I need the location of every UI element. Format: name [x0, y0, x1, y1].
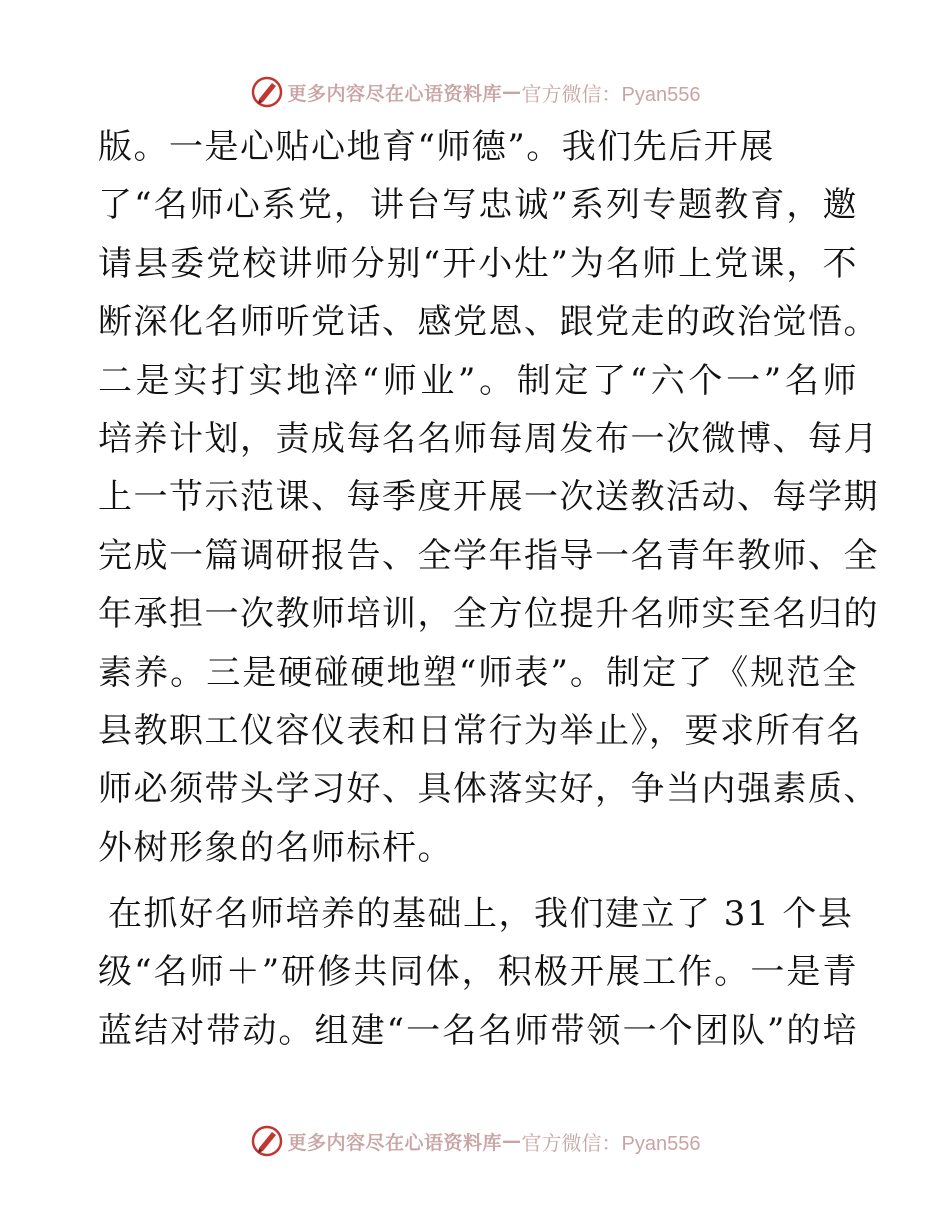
text-line: 年承担一次教师培训，全方位提升名师实至名归的	[98, 594, 879, 635]
watermark-wechat: 官方微信：Pyan556	[521, 83, 701, 106]
text-line: 县教职工仪容仪表和日常行为举止》，要求所有名	[98, 710, 862, 751]
watermark-wechat: 官方微信：Pyan556	[521, 1132, 701, 1155]
watermark-header	[0, 72, 950, 112]
text-line: 请县委党校讲师分别“开小灶”为名师上党课，不	[98, 243, 858, 284]
paragraph-1	[98, 118, 879, 877]
text-line: 素养。三是硬碰硬地塑“师表”。制定了《规范全	[98, 652, 858, 693]
text-line: 外树形象的名师标杆。	[98, 827, 453, 868]
pen-logo-icon	[250, 1124, 284, 1158]
watermark-separator: —	[502, 81, 522, 103]
watermark-footer	[0, 1121, 950, 1161]
text-line: 了“名师心系党，讲台写忠诚”系列专题教育，邀	[98, 185, 858, 226]
text-line: 上一节示范课、每季度开展一次送教活动、每学期	[98, 477, 879, 518]
text-line: 蓝结对带动。组建“一名名师带领一个团队”的培	[98, 1010, 858, 1051]
watermark-separator: —	[502, 1130, 522, 1152]
watermark-text: 更多内容尽在心语资料库	[287, 1131, 503, 1154]
text-line: 级“名师＋”研修共同体，积极开展工作。一是青	[98, 952, 858, 993]
text-line: 师必须带头学习好、具体落实好，争当内强素质、	[98, 769, 879, 810]
paragraph-2	[98, 885, 858, 1060]
text-line: 断深化名师听党话、感党恩、跟党走的政治觉悟。	[98, 302, 879, 343]
text-line: 培养计划，责成每名名师每周发布一次微博、每月	[98, 418, 879, 459]
text-line: 二是实打实地淬“师业”。制定了“六个一”名师	[98, 360, 858, 401]
text-line: 在抓好名师培养的基础上，我们建立了 31 个县	[108, 894, 854, 935]
document-body	[98, 118, 879, 1060]
pen-logo-icon	[250, 75, 284, 109]
text-line: 版。一是心贴心地育“师德”。我们先后开展	[98, 127, 775, 167]
text-line: 完成一篇调研报告、全学年指导一名青年教师、全	[98, 535, 879, 576]
watermark-text: 更多内容尽在心语资料库	[287, 82, 503, 105]
